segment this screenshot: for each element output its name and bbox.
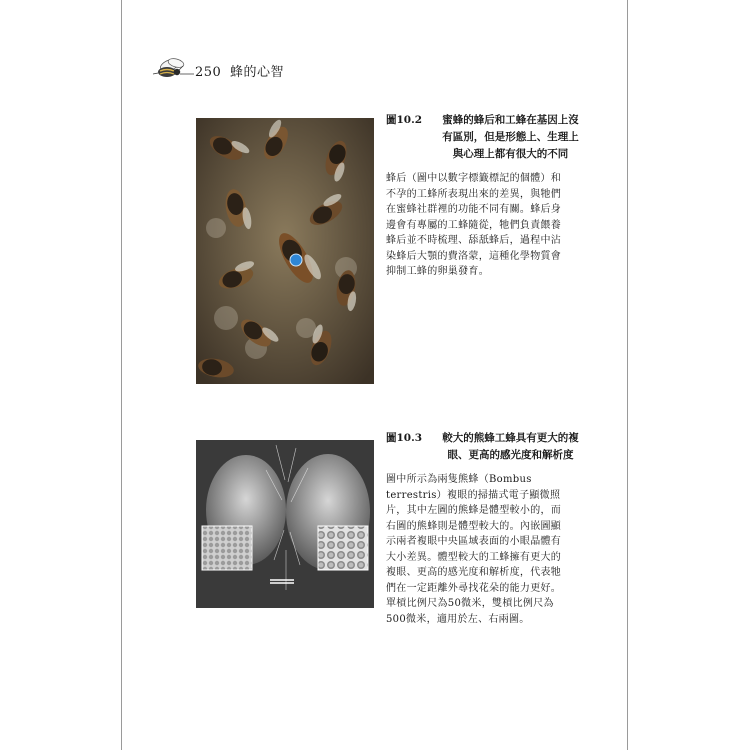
bumblebee-eye-sem-photo — [196, 440, 374, 608]
description-line: 片，其中左圖的熊蜂是體型較小的，而 — [386, 505, 562, 516]
figure-title-line: 較大的熊蜂工蜂具有更大的複 — [442, 432, 579, 444]
description-line: 們在一定距離外尋找花朵的能力更好。 — [386, 582, 562, 594]
description-line: 蜂后（圖中以數字標籤標記的個體）和 — [386, 173, 562, 184]
description-line: 抑制工蜂的卵巢發育。 — [386, 266, 489, 277]
figure-caption — [386, 112, 598, 280]
description-line: 複眼、更高的感光度和解析度，代表牠 — [386, 567, 562, 578]
figure-description — [386, 472, 598, 627]
figure-label: 圖10.2 — [386, 114, 423, 126]
page-number: 250 — [195, 65, 222, 80]
figure-title — [386, 430, 598, 464]
figure-caption — [386, 430, 598, 627]
running-head-text — [195, 61, 284, 80]
figure-title — [386, 112, 598, 163]
description-line: 大小差異。體型較大的工蜂擁有更大的 — [386, 551, 562, 563]
book-title: 蜂的心智 — [229, 65, 284, 80]
running-head — [150, 54, 290, 84]
figure-title-line: 蜜蜂的蜂后和工蜂在基因上沒 — [442, 114, 579, 126]
description-line: 不孕的工蜂所表現出來的差異，與牠們 — [386, 188, 562, 200]
description-line: 500微米，適用於左、右兩圖。 — [386, 613, 530, 625]
queen-bee-photo — [196, 118, 374, 384]
description-line: 圖中所示為兩隻熊蜂（Bombus — [386, 474, 532, 485]
figure-title-line: 有區別，但是形態上、生理上 — [442, 131, 579, 143]
description-line: 邊會有專屬的工蜂隨從，牠們負責餵養 — [386, 219, 562, 231]
description-line: 蜂后並不時梳理、舔舐蜂后，過程中沾 — [386, 235, 562, 246]
figure-title-line: 眼、更高的感光度和解析度 — [447, 449, 574, 461]
figure-description — [386, 171, 598, 280]
description-line: 單槓比例尺為50微米，雙槓比例尺為 — [386, 598, 554, 609]
description-line: 在蜜蜂社群裡的功能不同有關。蜂后身 — [386, 204, 562, 215]
bee-ornament-icon — [150, 54, 194, 84]
description-line: 右圖的熊蜂則是體型較大的。內嵌圖顯 — [386, 520, 562, 532]
figure-title-line: 與心理上都有很大的不同 — [452, 148, 569, 160]
description-line: 染蜂后大顎的費洛蒙，這種化學物質會 — [386, 250, 562, 262]
description-line: 示兩者複眼中央區域表面的小眼晶體有 — [386, 536, 562, 547]
figure-label: 圖10.3 — [386, 432, 423, 444]
description-line: terrestris）複眼的掃描式電子顯微照 — [386, 489, 561, 501]
